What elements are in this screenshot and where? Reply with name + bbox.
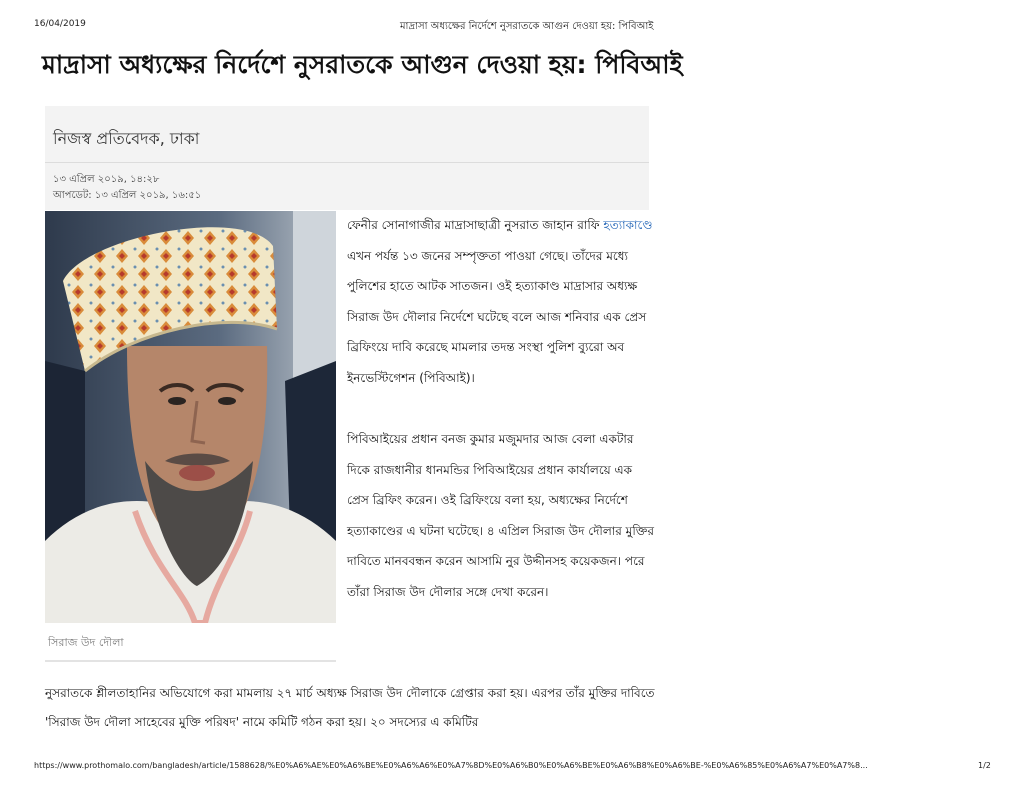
paragraph-1-start: ফেনীর সোনাগাজীর মাদ্রাসাছাত্রী নুসরাত জাহান রাফি: [347, 218, 604, 232]
print-page-title: মাদ্রাসা অধ্যক্ষের নির্দেশে নুসরাতকে আগুন দেওয়া হয়: পিবিআই: [400, 21, 654, 32]
article-body-full: [45, 679, 655, 737]
photo-caption: সিরাজ উদ দৌলা: [48, 636, 124, 649]
portrait-illustration: [45, 211, 336, 623]
paragraph-2: পিবিআইয়ের প্রধান বনজ কুমার মজুমদার আজ বেলা একটার দিকে রাজধানীর ধানমন্ডির পিবিআইয়ের প্রধান কার্যালয়ে এক প্রেস ব্রিফিং করেন। ওই ব্রিফিংয়ে বলা হয়, অধ্যক্ষের নির্দেশে হত্যাকাণ্ডের এ ঘটনা ঘটেছে। ৪ এপ্রিল সিরাজ উদ দৌলার মুক্তির দাবিতে মানববন্ধন করেন আসামি নুর উদ্দীনসহ কয়েকজন। পরে তাঁরা সিরাজ উদ দৌলার সঙ্গে দেখা করেন।: [347, 432, 655, 599]
article-author[interactable]: নিজস্ব প্রতিবেদক, ঢাকা: [53, 129, 200, 148]
updated-time: আপডেট: ১৩ এপ্রিল ২০১৯, ১৬:৫১: [53, 190, 202, 201]
page-number: 1/2: [978, 761, 991, 770]
paragraph-3: নুসরাতকে শ্লীলতাহানির অভিযোগে করা মামলায় ২৭ মার্চ অধ্যক্ষ সিরাজ উদ দৌলাকে গ্রেপ্তার করা হয়। এরপর তাঁর মুক্তির দাবিতে 'সিরাজ উদ দৌলা সাহেবের মুক্তি পরিষদ' নামে কমিটি গঠন করা হয়। ২০ সদস্যের এ কমিটির: [45, 686, 655, 729]
paragraph-1: [347, 210, 655, 393]
byline-divider: [45, 162, 649, 163]
paragraph-1-end: এখন পর্যন্ত ১৩ জনের সম্পৃক্ততা পাওয়া গেছে। তাঁদের মধ্যে পুলিশের হাতে আটক সাতজন। ওই হত্যাকাণ্ড মাদ্রাসার অধ্যক্ষ সিরাজ উদ দৌলার নির্দেশে ঘটেছে বলে আজ শনিবার এক প্রেস ব্রিফিংয়ে দাবি করেছে মামলার তদন্ত সংস্থা পুলিশ ব্যুরো অব ইনভেস্টিগেশন (পিবিআই)।: [347, 248, 647, 385]
article-headline: মাদ্রাসা অধ্যক্ষের নির্দেশে নুসরাতকে আগুন দেওয়া হয়: পিবিআই: [42, 50, 683, 79]
print-url: https://www.prothomalo.com/bangladesh/article/1588628/%E0%A6%AE%E0%A6%BE%E0%A6%A6%E0%A7%8D%E0%A6%B0%E0%A6%BE%E0%A6%B8%E0%A6%BE-%E0%A6%85%E0%A6%A7%E0%A7%8...: [34, 761, 868, 770]
article-photo: [45, 211, 336, 623]
published-time: ১৩ এপ্রিল ২০১৯, ১৪:২৮: [53, 174, 160, 185]
byline-box: [45, 106, 649, 210]
print-date: 16/04/2019: [34, 19, 86, 29]
caption-divider: [45, 660, 336, 662]
article-body-column: [347, 210, 655, 607]
murder-link[interactable]: হত্যাকাণ্ডে: [603, 218, 653, 232]
